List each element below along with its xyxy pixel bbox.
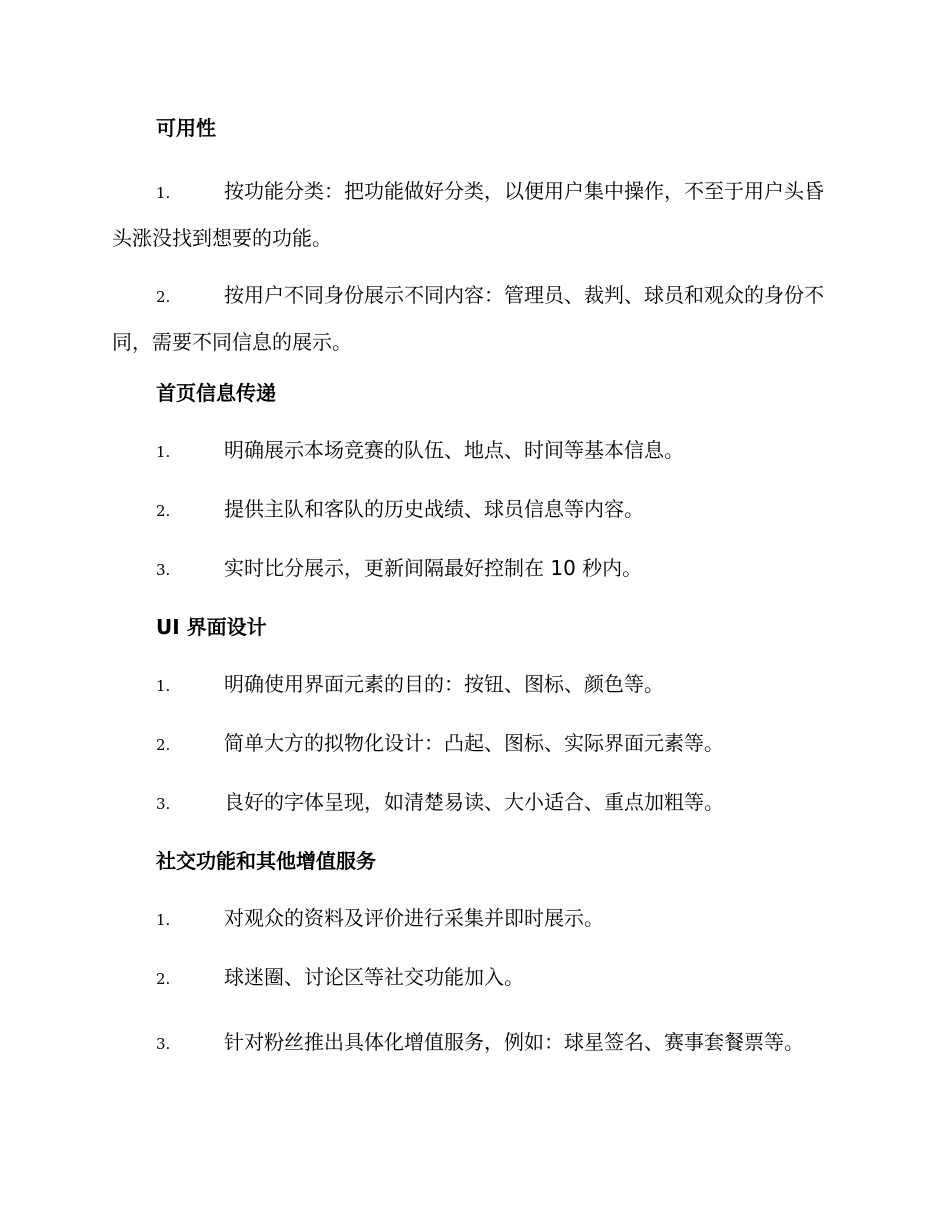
list-item-text: 按功能分类：把功能做好分类，以便用户集中操作，不至于用户头昏头涨没找到想要的功能。 [112, 179, 824, 250]
list-item-text: 球迷圈、讨论区等社交功能加入。 [224, 965, 524, 989]
list-item-text: 针对粉丝推出具体化增值服务，例如：球星签名、赛事套餐票等。 [224, 1030, 804, 1054]
list-item [112, 493, 834, 527]
list-number: 2. [156, 736, 171, 754]
list-item [112, 552, 834, 586]
list-number: 2. [156, 970, 171, 988]
list-item-text: 提供主队和客队的历史战绩、球员信息等内容。 [224, 497, 644, 521]
list-item [112, 1020, 834, 1067]
section-title-homepage: 首页信息传递 [156, 381, 276, 405]
list-item-text: 实时比分展示，更新间隔最好控制在 10 秒内。 [224, 556, 643, 580]
list-item-text: 简单大方的拟物化设计：凸起、图标、实际界面元素等。 [224, 731, 724, 755]
list-item [112, 786, 834, 820]
list-item-text: 良好的字体呈现，如清楚易读、大小适合、重点加粗等。 [224, 790, 724, 814]
list-number: 3. [156, 795, 171, 813]
list-item-text: 按用户不同身份展示不同内容：管理员、裁判、球员和观众的身份不同，需要不同信息的展示。 [112, 283, 824, 354]
list-item [112, 668, 834, 702]
list-item [112, 961, 834, 995]
list-number: 3. [156, 561, 171, 579]
list-number: 2. [156, 288, 171, 306]
list-item-text: 对观众的资料及评价进行采集并即时展示。 [224, 906, 604, 930]
list-item [112, 902, 834, 936]
list-number: 1. [156, 443, 171, 461]
list-item [112, 169, 834, 261]
list-number: 1. [156, 911, 171, 929]
section-title-ui-design: UI 界面设计 [156, 615, 267, 639]
list-item [112, 273, 834, 365]
section-title-social: 社交功能和其他增值服务 [156, 849, 376, 873]
list-item [112, 434, 834, 468]
list-number: 1. [156, 184, 171, 202]
section-title-usability: 可用性 [156, 116, 216, 140]
document-body [112, 112, 834, 1079]
list-item-text: 明确展示本场竞赛的队伍、地点、时间等基本信息。 [224, 438, 684, 462]
list-item-text: 明确使用界面元素的目的：按钮、图标、颜色等。 [224, 672, 664, 696]
list-number: 2. [156, 502, 171, 520]
list-number: 1. [156, 677, 171, 695]
list-number: 3. [156, 1035, 171, 1053]
list-item [112, 727, 834, 761]
